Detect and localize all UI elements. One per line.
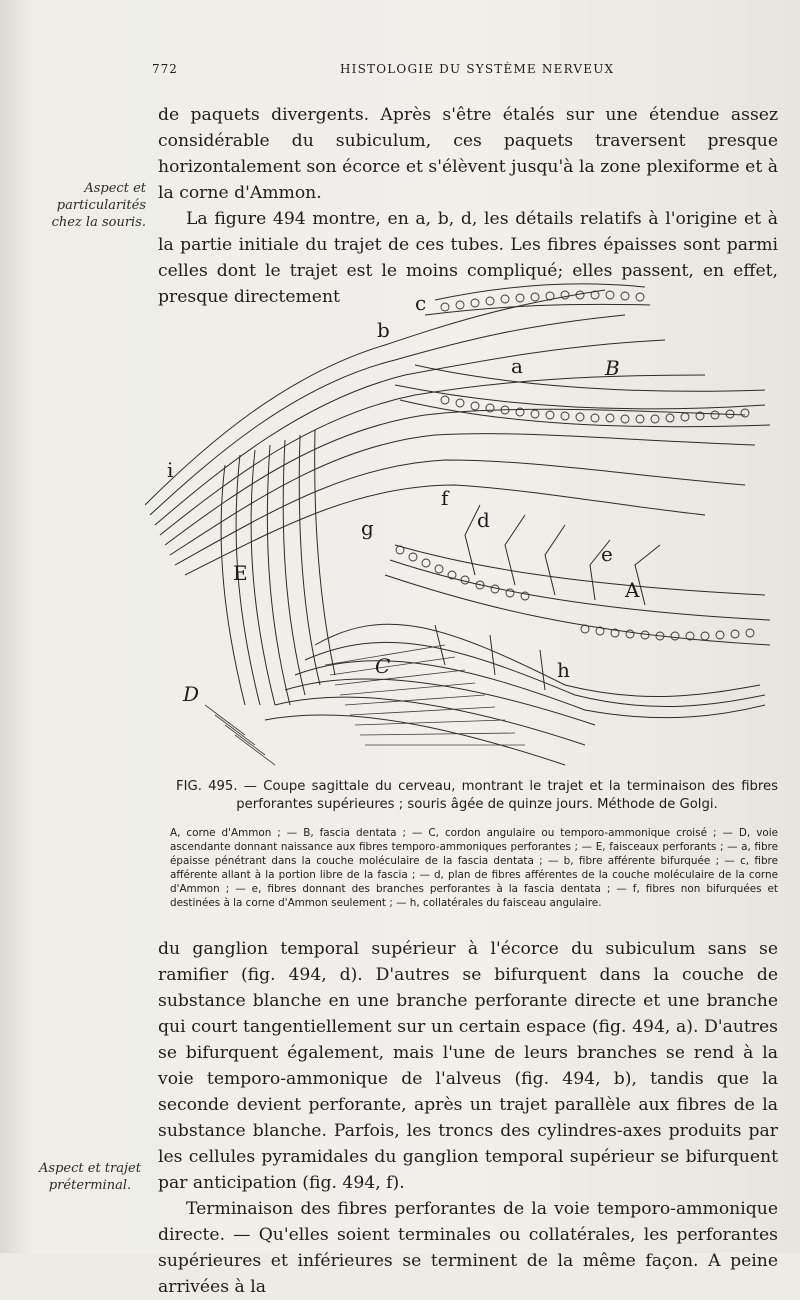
fig-label-a: a [511,354,523,378]
fig-label-E: E [233,561,248,585]
fig-label-A: A [625,578,640,602]
margin-note-aspect-souris: Aspect et particularités chez la souris. [51,181,146,230]
figure-legend: A, corne d'Ammon ; — B, fascia dentata ; — C, cordon angulaire ou temporo-ammonique croisé ; — D, voie ascendante donnant naissance aux fibres temporo-ammoniques perforantes ; — E, faisceaux perforants ; — a, fibre épaisse pénétrant dans la couche moléculaire de la fascia dentata ; — b, fibre afférente bifurquée ; — c, fibre afférente allant à la portion libre de la fascia ; — d, plan de fibres afférentes de la couche moléculaire de la corne d'Ammon ; — e, fibres donnant des branches perforantes à la fascia dentata ; — f, fibres non bifurquées et destinées à la corne d'Ammon seulement ; — h, collatérales du faisceau angulaire. [170,827,778,909]
fig-label-c: c [415,291,427,315]
page-number: 772 [152,62,178,76]
fig-label-D: D [183,682,200,706]
page-header [140,62,780,82]
fig-label-h: h [557,658,570,682]
fig-label-b: b [377,318,390,342]
body-text-bottom [158,936,778,1300]
figure-caption: FIG. 495. — Coupe sagittale du cerveau, montrant le trajet et la terminaison des fibres perforantes supérieures ; souris âgée de quinze jours. Méthode de Golgi. [176,779,778,812]
fig-label-e: e [601,542,613,566]
figure-illustration [145,265,785,775]
fig-label-B: B [605,356,620,380]
paragraph: Terminaison des fibres perforantes de la voie temporo-ammonique directe. — Qu'elles soient terminales ou collatérales, les perforantes supérieures et inférieures se terminent de la même façon. A peine arrivées à la [158,1199,778,1297]
margin-note-aspect-trajet: Aspect et trajet préterminal. [39,1161,141,1193]
fig-label-f: f [441,486,449,510]
paragraph: du ganglion temporal supérieur à l'écorce du subiculum sans se ramifier (fig. 494, d). D'autres se bifurquent dans la couche de substance blanche en une branche perforante directe et une branche qui court tangentiellement sur un certain espace (fig. 494, a). D'autres se bifurquent également, mais l'une de leurs branches se rend à la voie temporo-ammonique de l'alveus (fig. 494, b), tandis que la seconde devient perforante, après un trajet parallèle aux fibres de la substance blanche. Parfois, les troncs des cylindres-axes produits par les cellules pyramidales du ganglion temporal supérieur se bifurquent par anticipation (fig. 494, f). [158,939,778,1193]
paragraph: de paquets divergents. Après s'être étalés sur une étendue assez considérable du subiculum, ces paquets traversent presque horizontalement son écorce et s'élèvent jusqu'à la zone plexiforme et à la corne d'Ammon. [158,105,778,203]
running-head: HISTOLOGIE DU SYSTÈME NERVEUX [340,62,615,76]
fig-label-g: g [361,516,374,540]
fig-label-C: C [375,654,391,678]
fig-label-d: d [477,508,490,532]
figure-495 [145,265,785,775]
fig-label-i: i [167,458,174,482]
paragraph: La figure 494 montre, en a, b, d, les détails relatifs à l'origine et à la partie initiale du trajet de ces tubes. Les fibres épaisses sont parmi celles dont le trajet est le moins compliqué; elles passent, en effet, presque directement [158,209,778,307]
